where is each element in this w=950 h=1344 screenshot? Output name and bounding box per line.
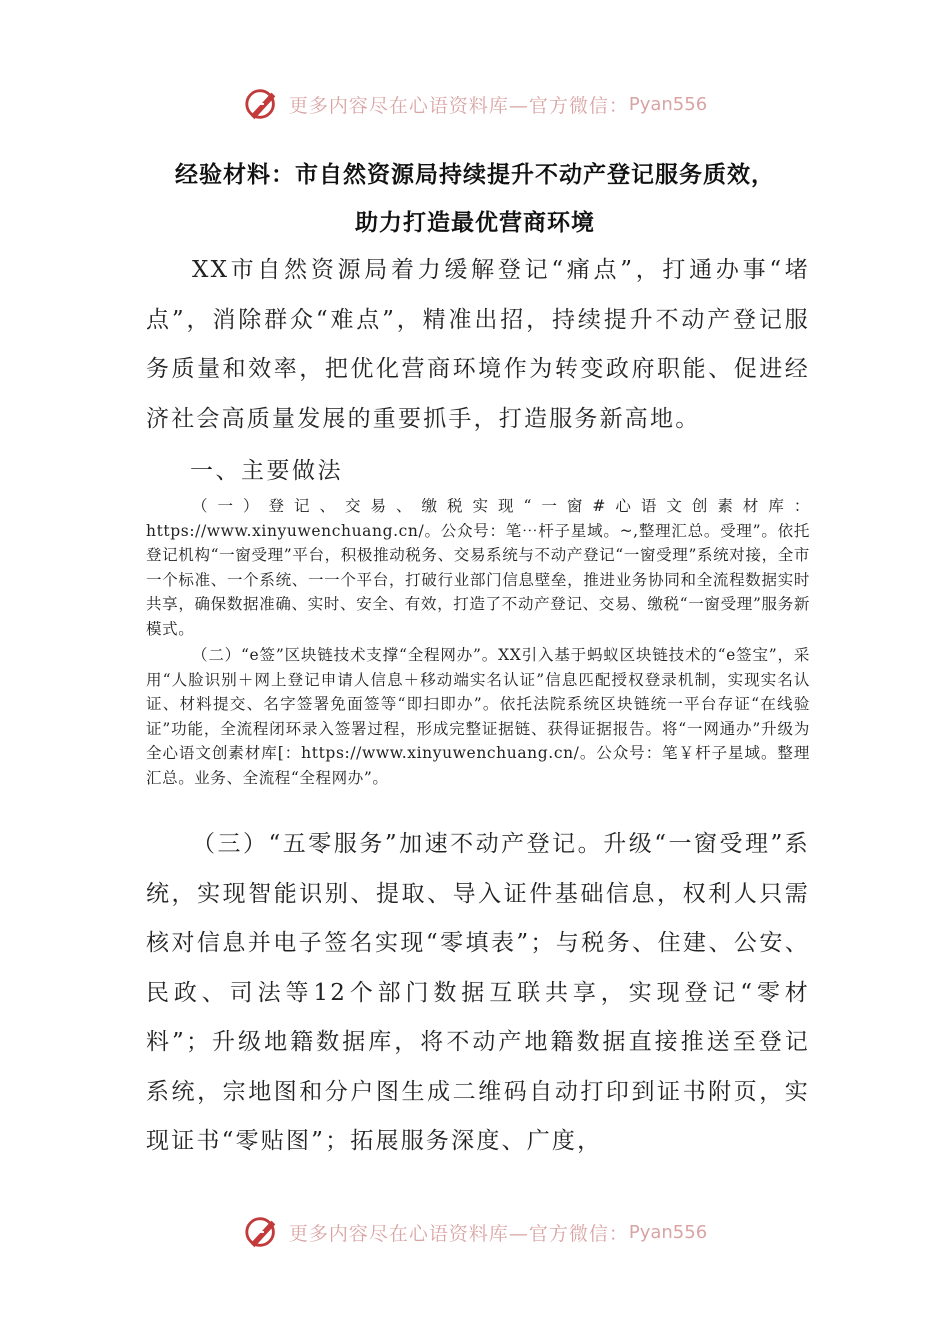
watermark-wechat-id: Pyan556	[628, 93, 708, 115]
watermark-slogan: 更多内容尽在心语资料库—官方微信：	[288, 1222, 629, 1245]
footer-watermark	[0, 1212, 950, 1252]
pen-logo-icon	[243, 1213, 281, 1251]
intro-paragraph: XX市自然资源局着力缓解登记“痛点”，打通办事“堵点”，消除群众“难点”，精准出招，持续提升不动产登记服务质量和效率，把优化营商环境作为转变政府职能、促进经济社会高质量发展的重要抓手，打造服务新高地。	[146, 257, 810, 432]
item-3-paragraph: （三）“五零服务”加速不动产登记。升级“一窗受理”系统，实现智能识别、提取、导入证件基础信息，权利人只需核对信息并电子签名实现“零填表”；与税务、住建、公安、民政、司法等12个部门数据互联共享，实现登记“零材料”；升级地籍数据库，将不动产地籍数据直接推送至登记系统，宗地图和分户图生成二维码自动打印到证书附页，实现证书“零贴图”；拓展服务深度、广度，	[146, 831, 810, 1154]
header-watermark	[0, 84, 950, 124]
item-2-paragraph: （二）“e签”区块链技术支撑“全程网办”。XX引入基于蚂蚁区块链技术的“e签宝”，采用“人脸识别＋网上登记申请人信息＋移动端实名认证”信息匹配授权登录机制，实现实名认证、材料提交、名字签署免面签等“即扫即办”。依托法院系统区块链统一平台存证“在线验证”功能，全流程闭环录入签署过程，形成完整证据链、获得证据报告。将“一网通办”升级为全心语文创素材库[：https://www.xinyuwenchuang.cn/。公众号：笔￥杆子星域。整理汇总。业务、全流程“全程网办”。	[146, 646, 810, 787]
item-1-paragraph: （一）登记、交易、缴税实现“一窗#心语文创素材库：https://www.xinyuwenchuang.cn/。公众号：笔⋯杆子星域。~,整理汇总。受理”。依托登记机构“一窗受理”平台，积极推动税务、交易系统与不动产登记“一窗受理”系统对接，全市一个标准、一个系统、一一个平台，打破行业部门信息壁垒，推进业务协同和全流程数据实时共享，确保数据准确、实时、安全、有效，打造了不动产登记、交易、缴税“一窗受理”服务新模式。	[146, 497, 810, 638]
document-title-line2: 助力打造最优营商环境	[355, 210, 595, 236]
pen-logo-icon	[243, 85, 281, 123]
document-title-line1: 经验材料：市自然资源局持续提升不动产登记服务质效，	[175, 162, 775, 188]
watermark-wechat-id: Pyan556	[628, 1221, 708, 1243]
watermark-slogan: 更多内容尽在心语资料库—官方微信：	[288, 94, 629, 117]
section-heading-main-practices: 一、主要做法	[190, 458, 343, 484]
